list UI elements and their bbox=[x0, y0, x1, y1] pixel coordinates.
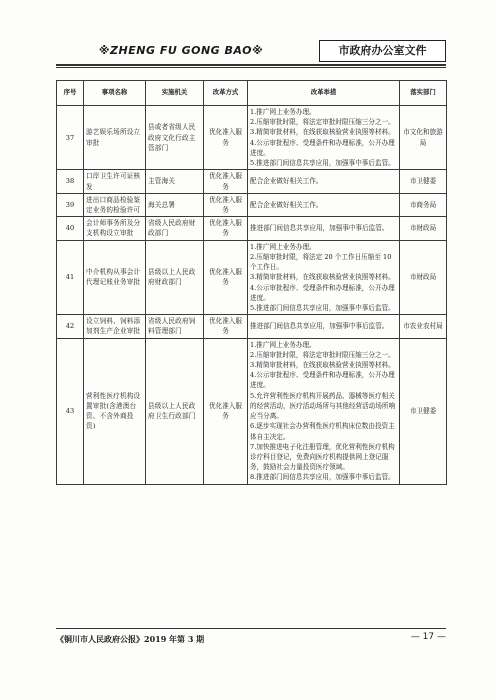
table-body bbox=[57, 106, 447, 485]
row-responsible-dept: 市商务局 bbox=[400, 193, 447, 216]
measure-item: 4.公示审批程序、受理条件和办理标准，公开办理进度。 bbox=[250, 371, 395, 390]
measure-item: 1.推广网上业务办理。 bbox=[250, 108, 316, 116]
row-number: 43 bbox=[57, 338, 84, 484]
measure-item: 推进部门间信息共享应用，加强事中事后监管。 bbox=[250, 224, 389, 233]
row-reform-method: 优化准入服务 bbox=[204, 106, 248, 170]
measure-item: 4.公示审批程序、受理条件和办理标准，公开办理进度。 bbox=[250, 283, 395, 302]
header-rule-thick bbox=[56, 64, 446, 66]
row-agency: 海关总署 bbox=[146, 193, 204, 216]
row-agency: 省级人民政府饲料管理部门 bbox=[146, 315, 204, 338]
row-item-name: 会计师事务所及分支机构设立审批 bbox=[84, 217, 146, 240]
row-reform-measures bbox=[248, 170, 400, 193]
table-header-row bbox=[57, 81, 447, 106]
row-responsible-dept: 市文化和旅游局 bbox=[400, 106, 447, 170]
row-number: 41 bbox=[57, 240, 84, 315]
measure-item: 8.推进部门间信息共享应用，加强事中事后监管。 bbox=[250, 473, 395, 482]
row-item-name: 口岸卫生许可证核发 bbox=[84, 170, 146, 193]
header-responsible-dept: 落实部门 bbox=[400, 81, 447, 106]
measure-item: 5.推进部门间信息共享应用，加强事中事后监管。 bbox=[250, 159, 395, 168]
row-responsible-dept: 市财政局 bbox=[400, 217, 447, 240]
row-agency: 县或者省级人民政府文化行政主管部门 bbox=[146, 106, 204, 170]
measure-item: 配合企业做好相关工作。 bbox=[250, 177, 323, 186]
row-agency: 主管海关 bbox=[146, 170, 204, 193]
measure-item: 2.压缩审批时限，将法定审批时限压缩三分之一。 bbox=[250, 350, 395, 359]
table-row bbox=[57, 315, 447, 338]
row-item-name: 中介机构从事会计代理记账业务审批 bbox=[84, 240, 146, 315]
row-reform-measures bbox=[248, 315, 400, 338]
row-reform-measures bbox=[248, 217, 400, 240]
measure-item: 3.精简审批材料，在线获取核验营业执照等材料。 bbox=[250, 273, 395, 282]
row-responsible-dept: 市卫健委 bbox=[400, 338, 447, 484]
measure-item: 2.压缩审批时限，将法定审批时限压缩三分之一。 bbox=[250, 118, 395, 127]
row-reform-method: 优化准入服务 bbox=[204, 217, 248, 240]
row-agency: 县级以上人民政府财政部门 bbox=[146, 240, 204, 315]
row-reform-method: 优化准入服务 bbox=[204, 170, 248, 193]
row-number: 37 bbox=[57, 106, 84, 170]
header-agency: 实施机关 bbox=[146, 81, 204, 106]
row-reform-measures bbox=[248, 106, 400, 170]
row-reform-method: 优化准入服务 bbox=[204, 338, 248, 484]
table-row bbox=[57, 240, 447, 315]
page-header bbox=[56, 40, 446, 64]
header-rule-thin bbox=[56, 67, 446, 68]
reform-measures-table bbox=[56, 80, 447, 485]
table-row bbox=[57, 338, 447, 484]
header-item-name: 事项名称 bbox=[84, 81, 146, 106]
journal-name: 《铜川市人民政府公报》2019 年第 3 期 bbox=[56, 634, 205, 644]
table-row bbox=[57, 170, 447, 193]
row-responsible-dept: 市农业农村局 bbox=[400, 315, 447, 338]
table-row bbox=[57, 193, 447, 216]
row-reform-measures bbox=[248, 193, 400, 216]
table-row bbox=[57, 217, 447, 240]
measure-item: 3.精简审批材料，在线获取核验营业执照等材料。 bbox=[250, 361, 395, 370]
row-number: 38 bbox=[57, 170, 84, 193]
row-number: 42 bbox=[57, 315, 84, 338]
measure-item: 2.压缩审批时限，将法定 20 个工作日压缩至 10 个工作日。 bbox=[250, 252, 392, 272]
row-item-name: 游艺娱乐场所设立审批 bbox=[84, 106, 146, 170]
row-reform-measures bbox=[248, 338, 400, 484]
measure-item: 1.推广网上业务办理。 bbox=[250, 242, 316, 251]
row-number: 39 bbox=[57, 193, 84, 216]
measure-item: 6.逐步实现社会办营利性医疗机构床位数由投资主体自主决定。 bbox=[250, 422, 395, 441]
measure-item: 配合企业做好相关工作。 bbox=[250, 200, 323, 209]
row-agency: 省级人民政府财政部门 bbox=[146, 217, 204, 240]
page-number: — 17 — bbox=[410, 632, 446, 642]
measure-item: 7.加快推进电子化注册管理，优化营利性医疗机构诊疗科目登记，免费向医疗机构提供网上登记服务，鼓励社会力量投资医疗领域。 bbox=[250, 442, 395, 472]
header-reform-method: 改革方式 bbox=[204, 81, 248, 106]
row-agency: 县级以上人民政府卫生行政部门 bbox=[146, 338, 204, 484]
page-footer bbox=[56, 628, 446, 647]
measure-item: 5.推进部门间信息共享应用，加强事中事后监管。 bbox=[250, 303, 395, 312]
row-responsible-dept: 市卫健委 bbox=[400, 170, 447, 193]
row-responsible-dept: 市财政局 bbox=[400, 240, 447, 315]
measure-item: 推进部门间信息共享应用，加强事中事后监管。 bbox=[250, 322, 389, 331]
measure-item: 5.允许营利性医疗机构开展药品、器械等医疗相关的经营活动，医疗活动场所与其他经营活动场所响应当分离。 bbox=[250, 391, 396, 421]
measure-item: 4.公示审批程序、受理条件和办理标准，公开办理进度。 bbox=[250, 138, 395, 157]
measure-item: 3.精简审批材料，在线获取核验营业执照等材料。 bbox=[250, 128, 395, 137]
header-number: 序号 bbox=[57, 81, 84, 106]
row-reform-method: 优化准入服务 bbox=[204, 315, 248, 338]
table-row bbox=[57, 106, 447, 170]
row-item-name: 设立饲料、饲料添加剂生产企业审批 bbox=[84, 315, 146, 338]
section-title-box: 市政府办公室文件 bbox=[319, 40, 446, 62]
row-reform-method: 优化准入服务 bbox=[204, 240, 248, 315]
row-number: 40 bbox=[57, 217, 84, 240]
header-reform-measures: 改革举措 bbox=[248, 81, 400, 106]
row-item-name: 进出口商品检验鉴定业务的检验许可 bbox=[84, 193, 146, 216]
row-item-name: 营利性医疗机构设置审批(含港澳台资、不含外商投资) bbox=[84, 338, 146, 484]
row-reform-measures bbox=[248, 240, 400, 315]
row-reform-method: 优化准入服务 bbox=[204, 193, 248, 216]
measure-item: 1.推广网上业务办理。 bbox=[250, 340, 316, 349]
publication-title: ※ZHENG FU GONG BAO※ bbox=[98, 44, 264, 57]
